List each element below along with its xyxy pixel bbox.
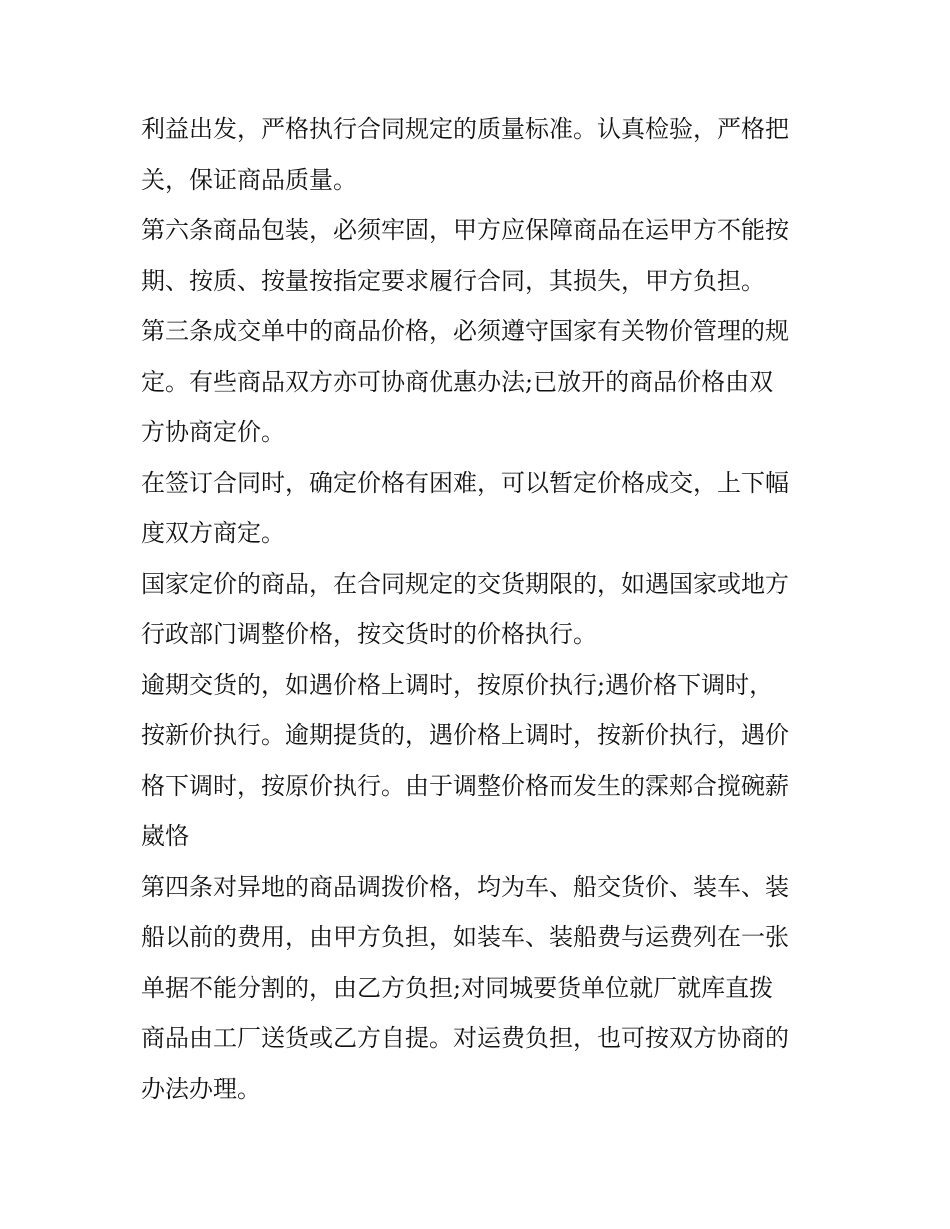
- text-line: 第四条对异地的商品调拨价格，均为车、船交货价、装车、装: [141, 872, 789, 901]
- text-line: 行政部门调整价格，按交货时的价格执行。: [141, 620, 597, 648]
- text-line: 定。有些商品双方亦可协商优惠办法;已放开的商品价格由双: [141, 367, 774, 396]
- text-line: 期、按质、按量按指定要求履行合同，其损失，甲方负担。: [141, 266, 765, 295]
- text-line: 国家定价的商品，在合同规定的交货期限的，如遇国家或地方: [141, 569, 789, 598]
- text-line: 第六条商品包装，必须牢固，甲方应保障商品在运甲方不能按: [141, 216, 789, 244]
- text-line: 方协商定价。: [141, 418, 285, 446]
- text-line: 关，保证商品质量。: [141, 165, 357, 194]
- text-line: 按新价执行。逾期提货的，遇价格上调时，按新价执行，遇价: [141, 721, 789, 749]
- text-line: 第三条成交单中的商品价格，必须遵守国家有关物价管理的规: [141, 317, 789, 345]
- text-line: 逾期交货的，如遇价格上调时，按原价执行;遇价格下调时，: [141, 670, 774, 699]
- text-line: 在签订合同时，确定价格有困难，可以暂定价格成交，上下幅: [141, 468, 789, 497]
- text-line: 船以前的费用，由甲方负担，如装车、装船费与运费列在一张: [141, 923, 789, 951]
- text-line: 单据不能分割的，由乙方负担;对同城要货单位就厂就库直拨: [141, 973, 774, 1002]
- contract-text-body: [141, 104, 821, 1114]
- text-line: 崴恪: [141, 822, 189, 850]
- text-line: 格下调时，按原价执行。由于调整价格而发生的霂郏合搅碗薪: [141, 771, 789, 800]
- text-line: 利益出发，严格执行合同规定的质量标准。认真检验，严格把: [141, 115, 789, 143]
- text-line: 度双方商定。: [141, 519, 285, 547]
- text-line: 办法办理。: [141, 1074, 261, 1103]
- text-line: 商品由工厂送货或乙方自提。对运费负担，也可按双方协商的: [141, 1024, 789, 1052]
